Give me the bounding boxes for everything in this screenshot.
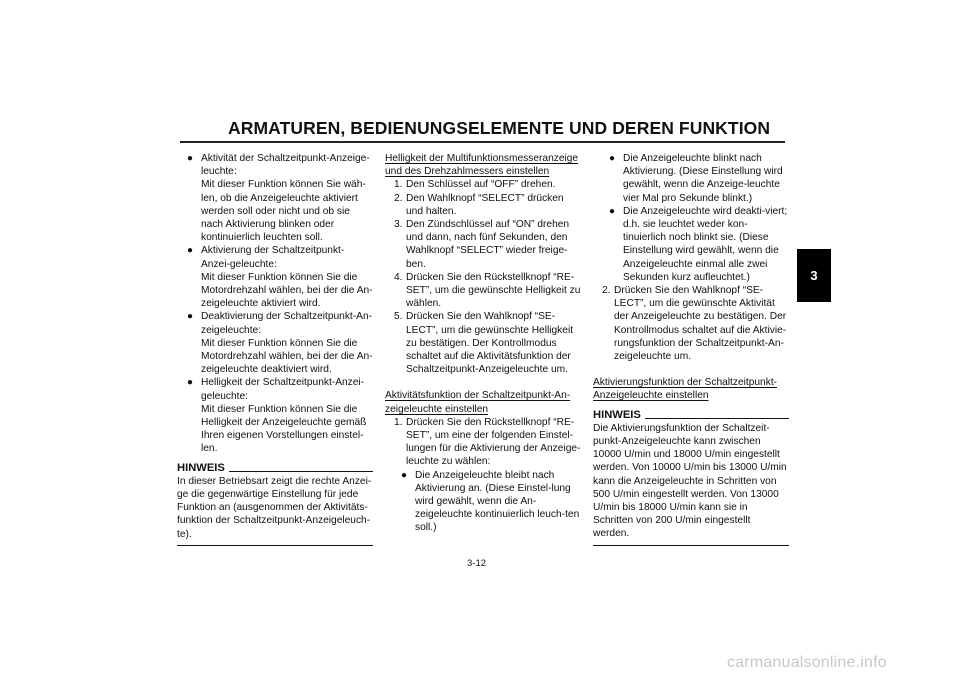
list-item: ● Die Anzeigeleuchte wird deakti-viert; d.h. sie leuchtet weder kon-tinuierlich noch blinkt sie. (Diese Einstellung wird gewählt, wenn die Anzeigeleuchte einmal alle zwei Sekunden kurz aufleuchtet.)	[593, 205, 789, 284]
step-item: 1. Drücken Sie den Rückstellknopf “RE-SET”, um eine der folgenden Einstel-lungen für die Aktivierung der Anzeige-leuchte zu wählen:	[394, 416, 581, 468]
step-item: 4. Drücken Sie den Rückstellknopf “RE-SET”, um die gewünschte Helligkeit zu wählen.	[394, 271, 581, 310]
bullet-body: Mit dieser Funktion können Sie die Motordrehzahl wählen, bei der die An-zeigeleuchte aktiviert wird.	[201, 271, 373, 310]
hinweis-text: In dieser Betriebsart zeigt die rechte Anzei-ge die gegenwärtige Einstellung für jede Funktion an (ausgenommen der Aktivitäts-funktion der Schaltzeitpunkt-Anzeigeleuch-te).	[177, 475, 372, 540]
step-item: 2. Den Wahlknopf “SELECT” drücken und halten.	[394, 192, 564, 217]
section-heading: Aktivitätsfunktion der Schaltzeitpunkt-An-zeigeleuchte einstellen	[385, 390, 571, 415]
column-3	[593, 152, 789, 546]
list-item	[177, 310, 373, 376]
step-item: 2. Drücken Sie den Wahlknopf “SE-LECT”, um die gewünschte Aktivität der Anzeigeleuchte zu bestätigen. Der Kontrollmodus schaltet auf die Aktivie-rungsfunktion der Schaltzeitpunkt-An-zeigeleuchte um.	[602, 285, 787, 363]
bullet-heading: ● Deaktivierung der Schaltzeitpunkt-An-zeigeleuchte:	[201, 311, 373, 336]
page-number: 3-12	[467, 558, 487, 569]
page-title: ARMATUREN, BEDIENUNGSELEMENTE UND DEREN FUNKTION	[228, 118, 771, 138]
list-item: ● Die Anzeigeleuchte blinkt nach Aktivierung. (Diese Einstellung wird gewählt, wenn die Anzeige-leuchte vier Mal pro Sekunde blinkt.)	[593, 152, 789, 205]
step-item: 5. Drücken Sie den Wahlknopf “SE-LECT”, um die gewünschte Helligkeit zu bestätigen. Der Kontrollmodus schaltet auf die Aktivitätsfunktion der Schaltzeitpunkt-Anzeigeleuchte um.	[394, 311, 574, 376]
note-end-rule	[177, 545, 373, 546]
watermark: carmanualsonline.info	[727, 654, 887, 671]
column-2	[385, 152, 583, 535]
section-heading: Helligkeit der Multifunktionsmesseranzeige und des Drehzahlmessers einstellen	[385, 153, 579, 178]
list-item	[177, 152, 373, 244]
note-end-rule	[593, 545, 789, 546]
bullet-heading: ● Aktivierung der Schaltzeitpunkt-Anzei-geleuchte:	[201, 245, 345, 270]
hinweis-text: Die Aktivierungsfunktion der Schaltzeit-punkt-Anzeigeleuchte kann zwischen 10000 U/min und 18000 U/min eingestellt werden. Von 10000 U/min bis 13000 U/min kann die Anzeigeleuchte in Schritten von 500 U/min eingestellt werden. Von 13000 U/min bis 18000 U/min kann sie in Schritten von 200 U/min eingestellt werden.	[593, 422, 787, 540]
list-item	[177, 244, 373, 310]
hinweis-heading	[593, 409, 789, 422]
bullet-body: Mit dieser Funktion können Sie die Motordrehzahl wählen, bei der die An-zeigeleuchte deaktiviert wird.	[201, 337, 373, 376]
list-item: ● Die Anzeigeleuchte bleibt nach Aktivierung an. (Diese Einstel-lung wird gewählt, wenn die An-zeigeleuchte kontinuierlich leuch-ten soll.)	[385, 469, 583, 535]
section-heading: Aktivierungsfunktion der Schaltzeitpunkt-Anzeigeleuchte einstellen	[593, 377, 778, 402]
step-item: 1. Den Schlüssel auf “OFF” drehen.	[394, 179, 556, 191]
hinweis-label: HINWEIS	[593, 408, 641, 421]
hinweis-heading	[177, 462, 373, 475]
bullet-body: Mit dieser Funktion können Sie die Helligkeit der Anzeigeleuchte gemäß Ihren eigenen Vorstellungen einstel-len.	[201, 403, 367, 455]
bullet-heading: ● Aktivität der Schaltzeitpunkt-Anzeige-leuchte:	[201, 153, 370, 178]
bullet-heading: ● Helligkeit der Schaltzeitpunkt-Anzei-geleuchte:	[201, 377, 365, 402]
column-1	[177, 152, 373, 546]
hinweis-label: HINWEIS	[177, 461, 225, 474]
list-item	[177, 376, 373, 455]
chapter-tab: 3	[797, 249, 831, 302]
header-rule	[180, 141, 785, 143]
bullet-body: Mit dieser Funktion können Sie wäh-len, ob die Anzeigeleuchte aktiviert werden soll oder nicht und ob sie nach Aktivierung blinken oder kontinuierlich leuchten soll.	[201, 179, 366, 244]
step-item: 3. Den Zündschlüssel auf “ON” drehen und dann, nach fünf Sekunden, den Wahlknopf “SELECT” wieder freige-ben.	[394, 219, 570, 270]
